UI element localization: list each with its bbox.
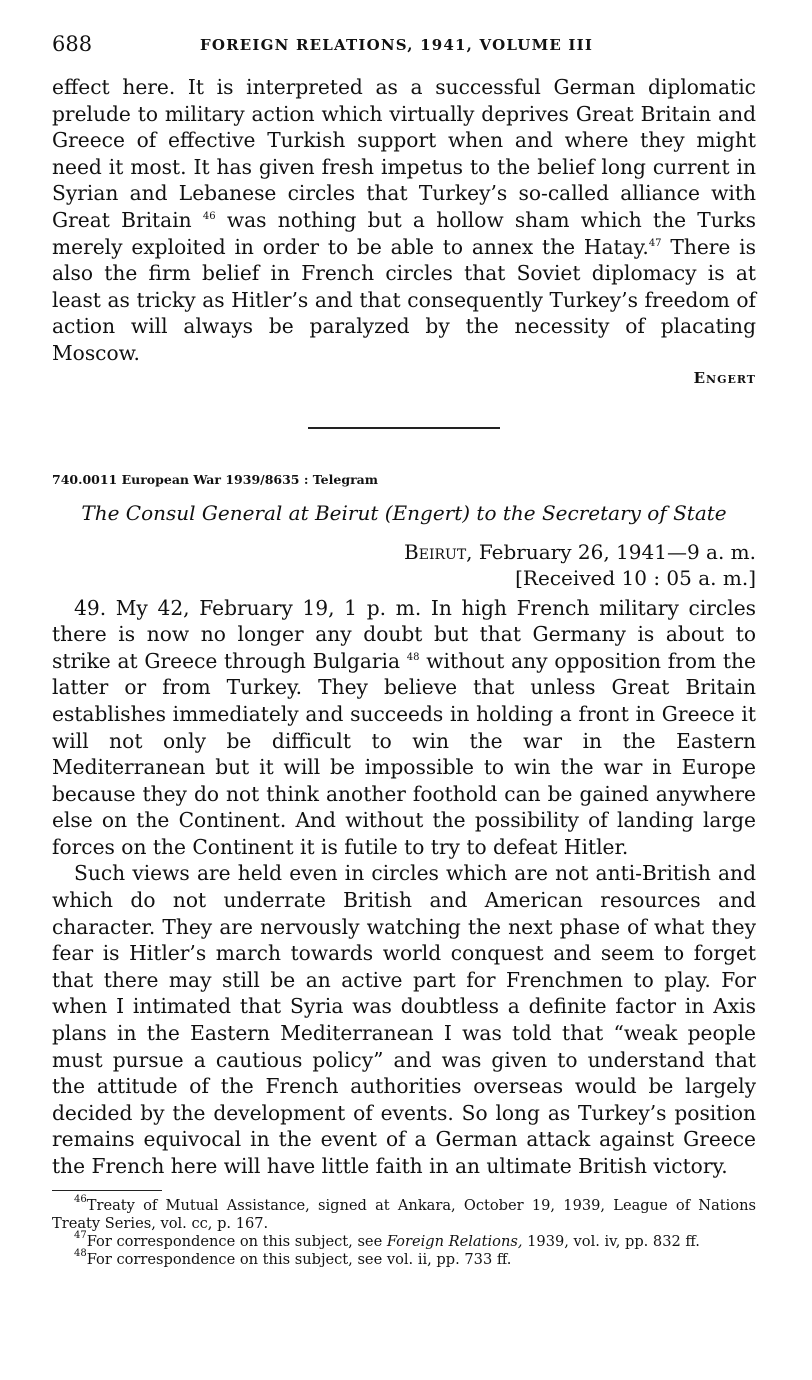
footnote-number: 47 xyxy=(74,1230,87,1242)
telegram-paragraph-2: Such views are held even in circles which are not anti-British and which do not underrate British and American resources and character. They are nervously watching the next phase of what they fear is Hitler’s march towards world conquest and seem to forget that there may still be an active part for Frenchmen to play. For when I intimated that Syria was doubtless a definite factor in Axis plans in the Eastern Mediterranean I was told that “weak people must pursue a cautious policy” and was given to understand that the attitude of the French authorities overseas would be largely decided by the development of events. So long as Turkey’s position remains equivocal in the event of a German attack against Greece the French here will have little faith in an ultimate British victory. xyxy=(52,861,756,1178)
footnote-ref-48: 48 xyxy=(406,651,420,663)
dateline-sent xyxy=(52,539,756,565)
signature-name: Engert xyxy=(693,368,756,387)
document-heading: The Consul General at Beirut (Engert) to the Secretary of State xyxy=(81,500,727,525)
footnote-text: 1939, vol. iv, pp. 832 ff. xyxy=(522,1233,700,1251)
footnote-48 xyxy=(52,1248,756,1269)
document-page xyxy=(52,30,756,1269)
telegram-body xyxy=(52,595,756,1180)
footnote-number: 46 xyxy=(74,1194,87,1206)
dateline-date: , February 26, 1941—9 a. m. xyxy=(466,539,756,564)
footnote-47 xyxy=(52,1230,756,1251)
section-divider xyxy=(308,427,500,429)
continuation-text xyxy=(52,74,756,367)
footnote-ref-46: 46 xyxy=(202,210,216,222)
paragraph-1-part-b: without any opposition from the latter or from Turkey. They believe that unless Great Britain establishes immediately and succeeds in holding a front in Greece it will not only be difficult to win the war in the Eastern Mediterranean but it will be impossible to win the war in Europe because they do not think another foothold can be gained anywhere else on the Continent. And without the possibility of landing large forces on the Continent it is futile to try to defeat Hitler. xyxy=(52,648,756,859)
continuation-part-1: effect here. It is interpreted as a successful German diplomatic prelude to military action which virtually deprives Great Britain and Greece of effective Turkish support when and where they might need it most. It has given fresh impetus to the belief long current in Syrian and Lebanese circles that Turkey’s so-called alliance with Great Britain xyxy=(52,75,756,232)
footnote-46 xyxy=(52,1194,756,1233)
dateline-received: [Received 10 : 05 a. m.] xyxy=(515,565,756,590)
dateline-place: Beirut xyxy=(404,539,467,564)
running-title: FOREIGN RELATIONS, 1941, VOLUME III xyxy=(200,36,594,54)
continuation-paragraph xyxy=(52,74,756,367)
footnote-text: Treaty of Mutual Assistance, signed at Ankara, October 19, 1939, League of Nations Treaty Series, vol. cc, p. 167. xyxy=(52,1197,756,1233)
signature xyxy=(52,369,756,387)
telegram-paragraph-1 xyxy=(52,595,756,861)
footnote-italic-title: Foreign Relations, xyxy=(386,1233,523,1251)
continuation-part-3: There is also the firm belief in French circles that Soviet diplomacy is at least as tricky as Hitler’s and that consequently Turkey’s freedom of action will always be paralyzed by the necessity of placating Moscow. xyxy=(52,234,756,365)
footnote-ref-47: 47 xyxy=(648,237,662,249)
footnote-text: For correspondence on this subject, see vol. ii, pp. 733 ff. xyxy=(86,1251,512,1269)
footnote-text: For correspondence on this subject, see xyxy=(86,1233,387,1251)
dateline xyxy=(52,539,756,591)
document-reference: 740.0011 European War 1939/8635 : Telegram xyxy=(52,471,378,487)
page-number: 688 xyxy=(52,32,93,56)
running-head xyxy=(52,30,756,60)
footnote-number: 48 xyxy=(74,1248,87,1260)
footnotes xyxy=(52,1194,756,1269)
paragraph-1-part-a: 49. My 42, February 19, 1 p. m. In high French military circles there is now no longer any doubt but that Germany is about to strike at Greece through Bulgaria xyxy=(52,595,756,673)
footnote-divider xyxy=(52,1190,162,1192)
continuation-part-2: was nothing but a hollow sham which the Turks merely exploited in order to be able to annex the Hatay. xyxy=(52,207,756,259)
